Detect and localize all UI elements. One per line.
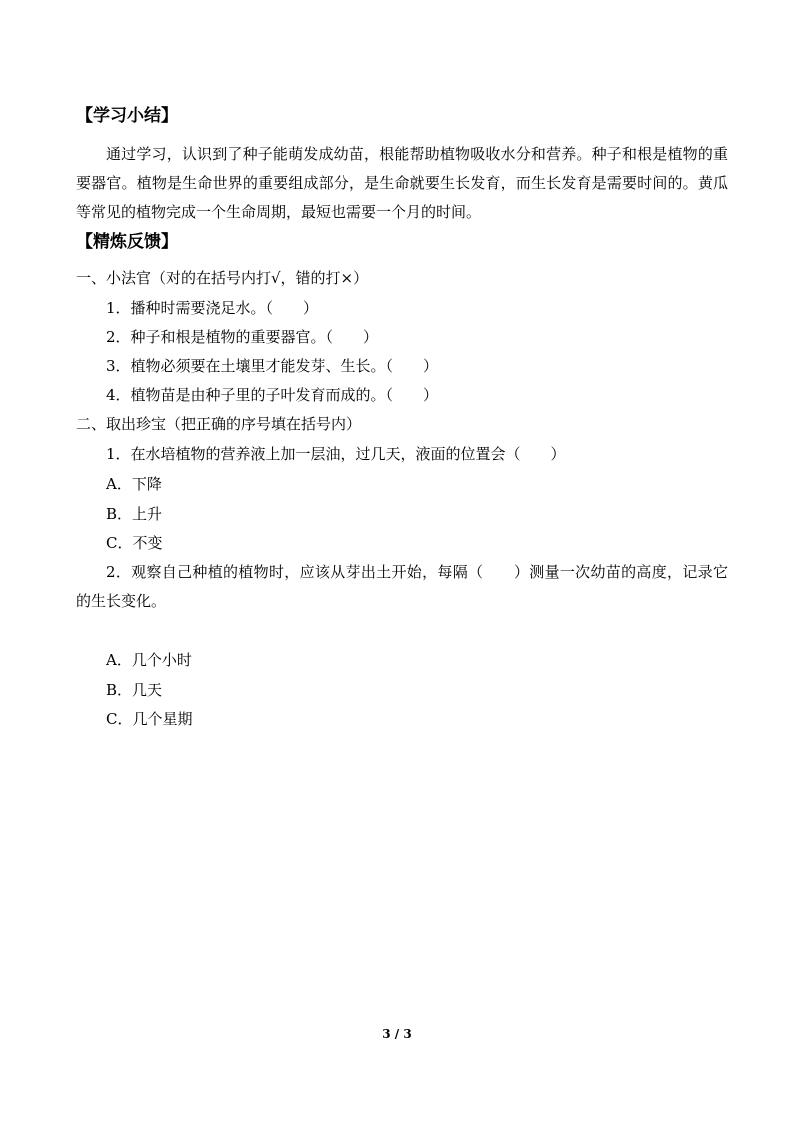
q1-option-a: A．下降: [106, 475, 162, 493]
q2-option-c: C．几个星期: [106, 710, 193, 728]
q1-option-b: B．上升: [106, 505, 163, 523]
section2-question-2: 2．观察自己种植的植物时，应该从芽出土开始，每隔（ ）测量一次幼苗的高度，记录它的生长变化。: [76, 563, 728, 610]
section2-question-1: 1．在水培植物的营养液上加一层油，过几天，液面的位置会（ ）: [106, 445, 566, 463]
section1-item-2: 2．种子和根是植物的重要器官。（ ）: [106, 328, 379, 346]
practice-heading: 【精炼反馈】: [76, 232, 178, 252]
q2-option-a: A．几个小时: [106, 651, 192, 669]
q1-option-c: C．不变: [106, 534, 163, 552]
section1-item-1: 1．播种时需要浇足水。（ ）: [106, 299, 319, 317]
section1-item-4: 4．植物苗是由种子里的子叶发育而成的。（ ）: [106, 386, 439, 404]
summary-heading: 【学习小结】: [76, 106, 178, 126]
section2-title: 二、取出珍宝（把正确的序号填在括号内）: [76, 415, 362, 433]
section1-title: 一、小法官（对的在括号内打√，错的打×）: [76, 269, 369, 287]
summary-paragraph: 通过学习，认识到了种子能萌发成幼苗，根能帮助植物吸收水分和营养。种子和根是植物的重要器官。植物是生命世界的重要组成部分，是生命就要生长发育，而生长发育是需要时间的。黄瓜等常见的植物完成一个生命周期，最短也需要一个月的时间。: [76, 145, 728, 221]
q2-option-b: B．几天: [106, 681, 163, 699]
page-number: 3 / 3: [382, 1027, 412, 1041]
section1-item-3: 3．植物必须要在土壤里才能发芽、生长。（ ）: [106, 357, 439, 375]
